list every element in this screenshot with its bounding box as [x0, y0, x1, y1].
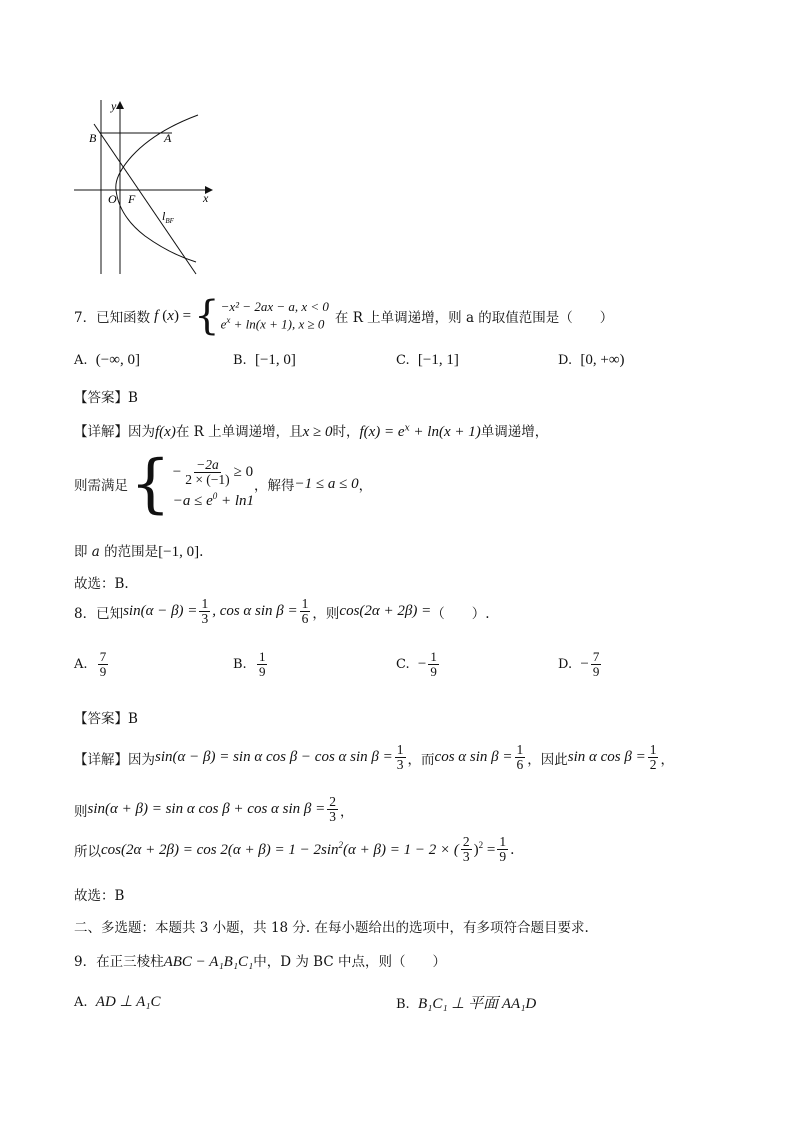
label-a: A	[164, 131, 172, 145]
q9-option-b[interactable]: B. B₁C₁ ⊥ 平面 AA₁D	[396, 996, 537, 1012]
q7-piece2: $e^x + \ln(x + 1)$, x ≥ 0	[220, 315, 325, 332]
q8-option-a[interactable]: A. $\frac{7}{9}$	[74, 649, 107, 679]
q7-detail-line1: 【详解】因为f(x)在 R 上单调递增，且x ≥ 0时，$f(x) = e^x + \ln(x + 1)$单调递增，	[74, 423, 549, 440]
q7-brace: {	[194, 293, 220, 339]
q8-option-b[interactable]: B. $\frac{1}{9}$	[233, 649, 266, 679]
q8-stem: 8．已知 sin(α − β) = $\frac{1}{3}$ , cos α sin β = $\frac{1}{6}$ ，则 cos(2α + 2β) = （ ）.	[74, 596, 490, 627]
q7-cond-fraction: $\frac{-2a}{2 \times (-1)}$	[185, 456, 230, 487]
q7-option-d[interactable]: D. [0, +∞)	[558, 352, 625, 368]
q9-option-a[interactable]: A. AD ⊥ A₁C	[74, 994, 161, 1010]
label-o: O	[108, 192, 117, 206]
q8-answer: 【答案】B	[74, 711, 138, 727]
q7-condition: 则需满足 { − $\frac{-2a}{2 \times (-1)}$ ≥ 0 $-a \le e^0 + \ln 1$ ，解得 −1 ≤ a ≤ 0 ，	[74, 447, 373, 521]
q8-detail-line2: 则 sin(α + β) = sin α cos β + cos α sin β = $\frac{2}{3}$ ，	[74, 794, 354, 825]
q7-stem: 7．已知函数 f ( x ) = { −x² − 2ax − a, x < 0 $e^x + \ln(x + 1)$, x ≥ 0 在 R 上单调递增，则 a 的取值范围是（ ）	[74, 293, 614, 339]
q7-option-b[interactable]: B. [−1, 0]	[233, 352, 296, 368]
q7-option-c[interactable]: C. [−1, 1]	[396, 352, 459, 368]
q7-choose: 故选：B.	[74, 576, 129, 592]
q8-choose: 故选：B	[74, 888, 125, 904]
label-f: F	[128, 192, 136, 206]
q7-piece1: −x² − 2ax − a, x < 0	[220, 299, 329, 315]
q8-detail-line1: 【详解】因为 sin(α − β) = sin α cos β − cos α sin β = $\frac{1}{3}$ ，而 cos α sin β = $\frac{1}{6}$ ，因此 sin α cos β = $\frac{1}{2}$ ，	[74, 742, 674, 773]
label-y: y	[111, 99, 117, 113]
q7-option-a[interactable]: A. (−∞, 0]	[74, 352, 140, 368]
label-b: B	[89, 131, 97, 145]
parabola-curve	[116, 115, 198, 262]
section-heading: 二、多选题：本题共 3 小题，共 18 分. 在每小题给出的选项中，有多项符合题目要求.	[74, 920, 589, 936]
q7-number: 7．已知函数	[74, 310, 151, 326]
label-x: x	[203, 191, 209, 205]
q8-option-c[interactable]: C. − $\frac{1}{9}$	[396, 649, 437, 679]
q7-answer: 【答案】B	[74, 390, 138, 406]
q7-tail: 在 R 上单调递增，则 a 的取值范围是（ ）	[334, 310, 614, 326]
q9-stem: 9．在正三棱柱ABC − A₁B₁C₁中，D 为 BC 中点，则（ ）	[74, 954, 446, 970]
label-l: $l_{BF}$	[162, 209, 174, 225]
q7-piecewise	[221, 299, 329, 332]
q8-option-d[interactable]: D. − $\frac{7}{9}$	[558, 649, 600, 679]
parabola-figure	[70, 96, 220, 282]
q8-detail-line3: 所以 $\cos(2\alpha + 2\beta) = \cos 2(\alpha + \beta) = 1 - 2\sin^2(\alpha + \beta) = 1 - 2$ × ( $\frac{2}{3}$ )$^2$ = $\frac{1}{9}$ .	[74, 834, 515, 865]
q7-range: 即 a 的范围是[−1, 0].	[74, 544, 204, 560]
